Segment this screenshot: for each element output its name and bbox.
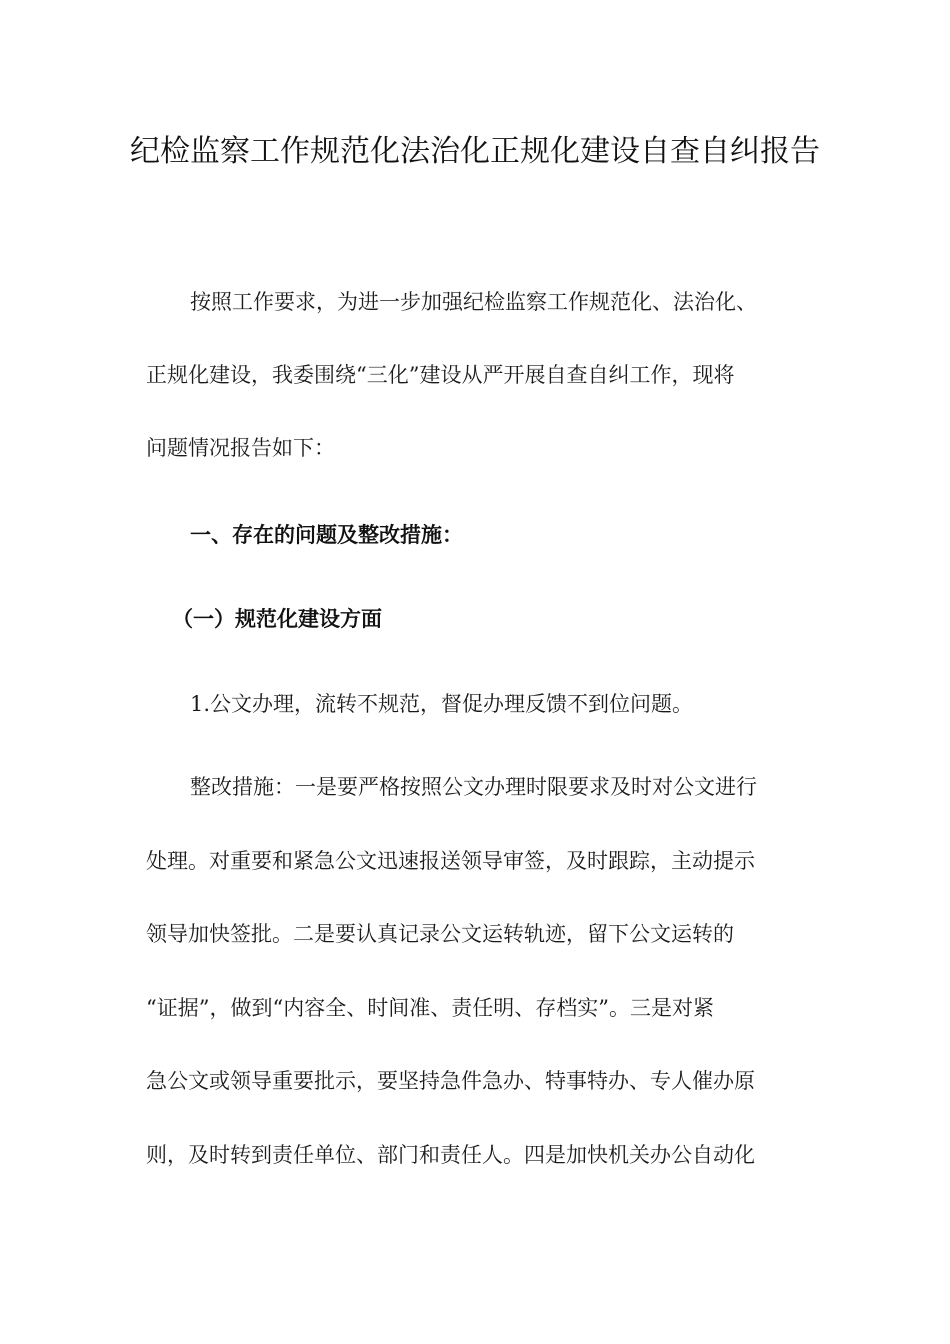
measures-line: 急公文或领导重要批示，要坚持急件急办、特事特办、专人催办原: [146, 1069, 755, 1093]
intro-line: 正规化建设，我委围绕“三化”建设从严开展自查自纠工作，现将: [146, 363, 735, 387]
measures-line: 处理。对重要和紧急公文迅速报送领导审签，及时跟踪，主动提示: [146, 849, 755, 873]
measures-line: 则，及时转到责任单位、部门和责任人。四是加快机关办公自动化: [146, 1143, 755, 1167]
intro-line: 问题情况报告如下：: [146, 436, 335, 460]
issue-item: 1.公文办理，流转不规范，督促办理反馈不到位问题。: [190, 692, 694, 716]
measures-line: 整改措施：一是要严格按照公文办理时限要求及时对公文进行: [190, 775, 757, 799]
section-heading: 一、存在的问题及整改措施：: [190, 523, 463, 547]
measures-line: 领导加快签批。二是要认真记录公文运转轨迹，留下公文运转的: [146, 922, 734, 946]
intro-line: 按照工作要求，为进一步加强纪检监察工作规范化、法治化、: [190, 290, 757, 314]
subsection-heading: （一）规范化建设方面: [172, 607, 382, 631]
document-title: 纪检监察工作规范化法治化正规化建设自查自纠报告: [130, 134, 820, 169]
measures-line: “证据”，做到“内容全、时间准、责任明、存档实”。三是对紧: [146, 996, 714, 1020]
